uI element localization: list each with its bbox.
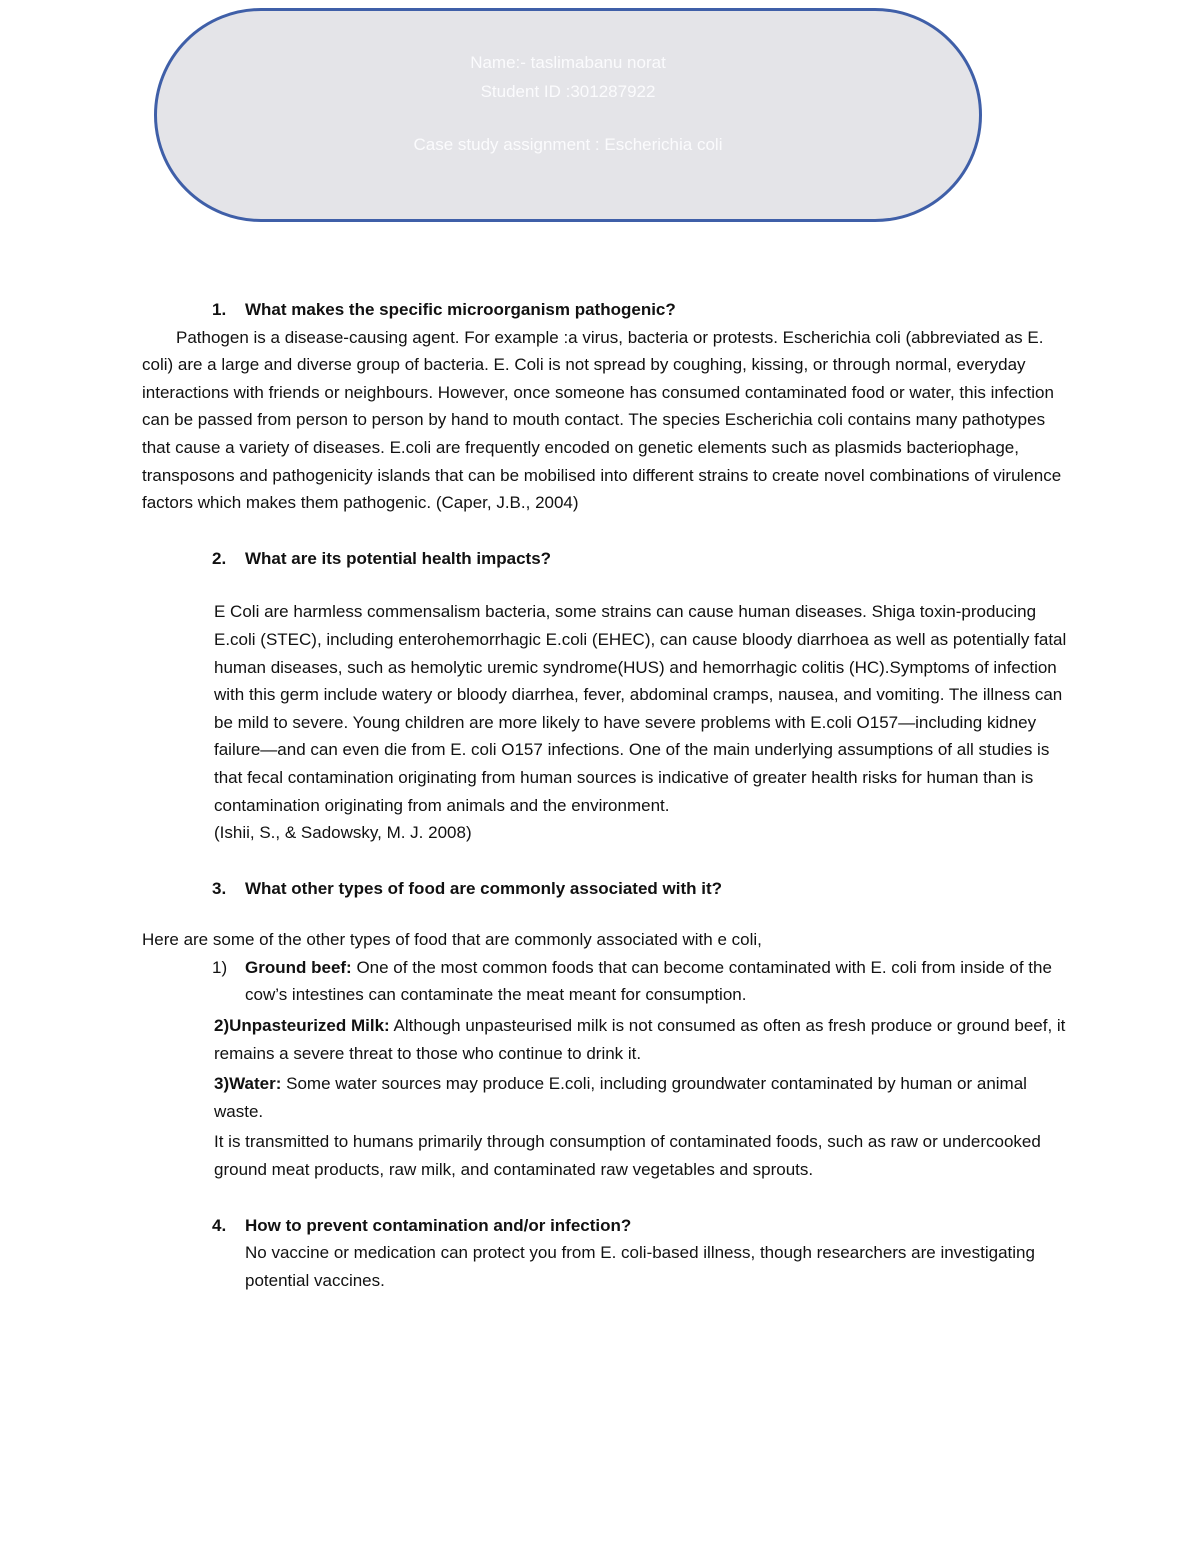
answer-2: E Coli are harmless commensalism bacteria, some strains can cause human diseases. Shiga toxin-producing E.coli (STEC), including enterohemorrhagic E.coli (EHEC), can cause bloody diarrhoea as well as potentially fatal human diseases, such as hemolytic uremic syndrome(HUS) and hemorrhagic colitis (HC).Symptoms of infection with this germ include watery or bloody diarrhea, fever, abdominal cramps, nausea, and vomiting. The illness can be mild to severe. Young children are more likely to have severe problems with E.coli O157—including kidney failure—and can even die from E. coli O157 infections. One of the main underlying assumptions of all studies is that fecal contamination originating from human sources is indicative of greater health risks for human than is contamination originating from animals and the environment. <box>214 602 1067 815</box>
document-body <box>142 296 1072 1294</box>
food-item-ground-beef: 1) Ground beef: One of the most common foods that can become contaminated with E. coli from inside of the cow’s intestines can contaminate the meat meant for consumption. <box>212 957 1052 1005</box>
answer-4: No vaccine or medication can protect you from E. coli-based illness, though researchers are investigating potential vaccines. <box>245 1243 1035 1290</box>
answer-3-closing: It is transmitted to humans primarily through consumption of contaminated foods, such as raw or undercooked ground meat products, raw milk, and contaminated raw vegetables and sprouts. <box>214 1132 1041 1180</box>
answer-3-intro: Here are some of the other types of food that are commonly associated with e coli, <box>142 930 762 950</box>
question-4: 4. How to prevent contamination and/or infection? <box>212 1215 632 1235</box>
student-name: Name:- taslimabanu norat <box>470 53 666 72</box>
assignment-title: Case study assignment : Escherichia coli <box>413 135 723 154</box>
food-item-water: 3)Water: Some water sources may produce E.coli, including groundwater contaminated by human or animal waste. <box>214 1074 1027 1121</box>
question-2: 2. What are its potential health impacts? <box>212 548 552 568</box>
answer-1: Pathogen is a disease-causing agent. For example :a virus, bacteria or protests. Escherichia coli (abbreviated as E. coli) are a large and diverse group of bacteria. E. Coli is not spread by coughing, kissing, or through normal, everyday interactions with friends or neighbours. However, once someone has consumed contaminated food or water, this infection can be passed from person to person by hand to mouth contact. The species Escherichia coli contains many pathotypes that cause a variety of diseases. E.coli are frequently encoded on genetic elements such as plasmids bacteriophage, transposons and pathogenicity islands that can be mobilised into different strains to create novel combinations of virulence factors which makes them pathogenic. (Caper, J.B., 2004) <box>142 327 1062 513</box>
question-1: 1. What makes the specific microorganism pathogenic? <box>212 300 676 319</box>
question-3: 3. What other types of food are commonly associated with it? <box>212 878 723 898</box>
answer-2-citation: (Ishii, S., & Sadowsky, M. J. 2008) <box>214 823 472 843</box>
header-text <box>154 48 982 159</box>
food-item-milk: 2)Unpasteurized Milk: Although unpasteurised milk is not consumed as often as fresh produce or ground beef, it remains a severe threat to those who continue to drink it. <box>214 1016 1066 1063</box>
student-id: Student ID :301287922 <box>480 82 656 101</box>
